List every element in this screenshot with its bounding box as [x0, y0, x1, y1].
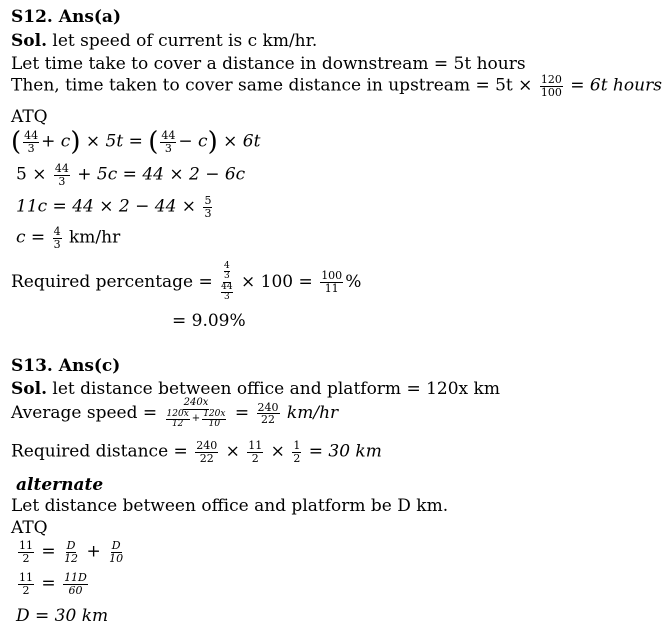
s13-atq: ATQ: [11, 518, 48, 538]
s12-sol-text: let speed of current is c km/hr.: [47, 31, 318, 51]
s12-eq2: 5 × $\frac{44}{3}$ + 5c = 44 × 2 − 6c: [16, 162, 246, 188]
s13-sol-line: [11, 381, 500, 398]
s13-alt-eq1: $\frac{11}{2}$ = $\frac{D}{12}$ + $\frac{D}{10}$: [19, 539, 124, 565]
s12-sol-line: [11, 33, 317, 50]
s13-alternate-heading: alternate: [16, 475, 104, 495]
s12-eq4: c = $\frac{4}{3}$ km/hr: [16, 225, 121, 251]
s12-downstream-line: Let time take to cover a distance in downstream = 5t hours: [11, 54, 526, 74]
s12-upstream-fraction: $\frac{120}{100}$: [540, 73, 562, 99]
s12-atq: ATQ: [11, 107, 48, 127]
s12-upstream-line: [11, 74, 662, 98]
s13-alt-eq2: $\frac{11}{2}$ = $\frac{11D}{60}$: [19, 571, 87, 597]
s12-eq3: 11c = 44 × 2 − 44 × $\frac{5}{3}$: [16, 194, 212, 220]
s12-compound-fraction: 4 3 44 3: [221, 261, 233, 303]
s12-heading: S12. Ans(a): [11, 7, 121, 27]
s12-sol-label: Sol.: [11, 31, 47, 51]
s13-average-speed: Average speed = 240x $\frac{120x}{12}$ + $\frac{120x}{10}$ = $\frac{240}{22}$ km/hr: [11, 397, 339, 429]
s13-alternate-line: Let distance between office and platform be D km.: [11, 496, 449, 516]
s12-upstream-text: Then, time taken to cover same distance in upstream = 5t ×: [11, 75, 533, 96]
s12-upstream-tail: = 6t hours: [570, 75, 662, 96]
s13-final-answer: D = 30 km: [16, 606, 109, 626]
s13-heading: S13. Ans(c): [11, 356, 121, 376]
s12-eq1: ( $\frac{44}{3}$ + c) × 5t = ( $\frac{44}{3}$ − c) × 6t: [11, 127, 261, 157]
s12-required-percentage: Required percentage = 4 3 44 3 × 100 = $\frac{100}{11}$ %: [11, 261, 362, 303]
s13-sol-text: let distance between office and platform = 120x km: [47, 379, 500, 399]
s13-sol-label: Sol.: [11, 379, 47, 399]
s13-required-distance: Required distance = $\frac{240}{22}$ × $\frac{11}{2}$ × $\frac{1}{2}$ = 30 km: [11, 439, 382, 465]
s12-result: = 9.09%: [172, 311, 246, 331]
s13-average-fraction: 240x $\frac{120x}{12}$ + $\frac{120x}{10}$: [166, 397, 226, 429]
